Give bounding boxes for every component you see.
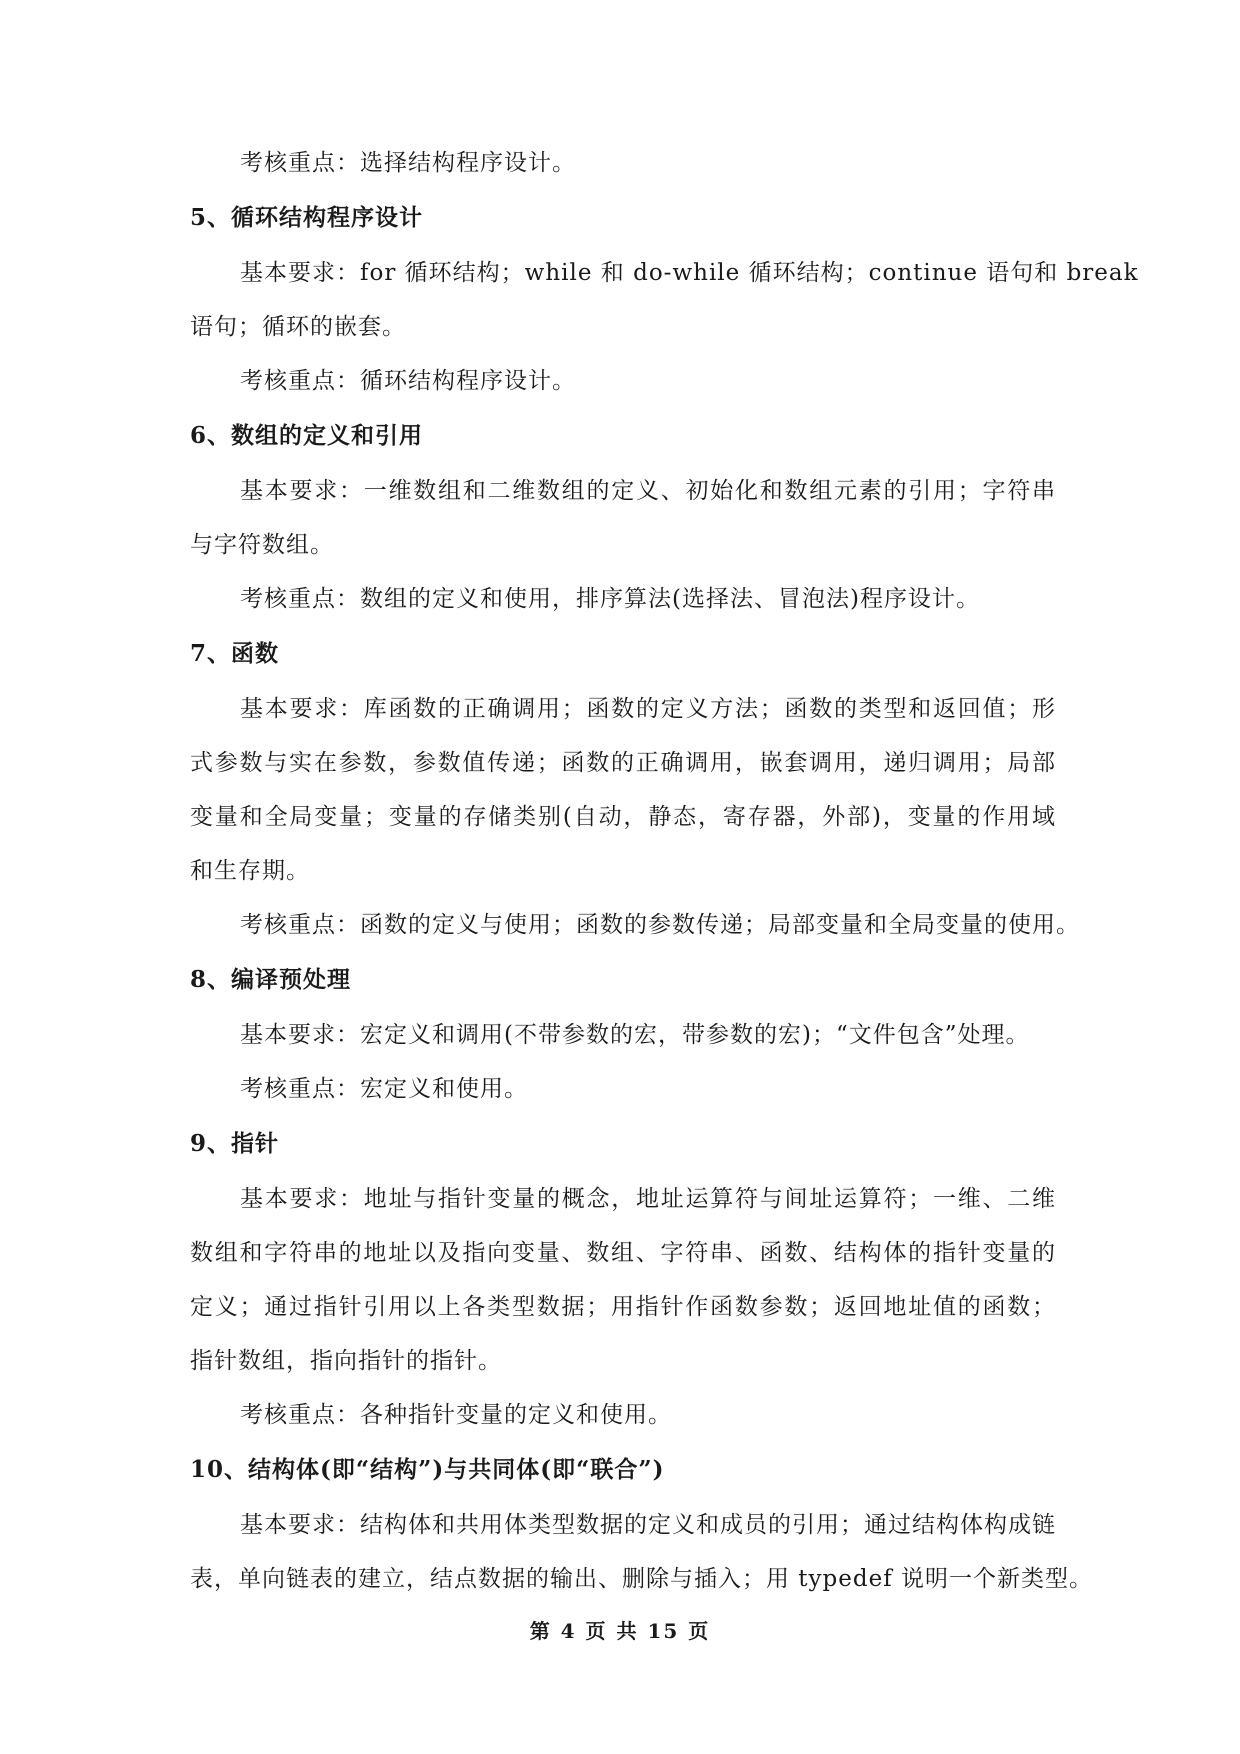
text-line: 考核重点：函数的定义与使用；函数的参数传递；局部变量和全局变量的使用。: [240, 912, 1080, 938]
text-line: 考核重点：循环结构程序设计。: [240, 368, 576, 394]
text-line: 考核重点：各种指针变量的定义和使用。: [240, 1402, 672, 1428]
text-line: 式参数与实在参数，参数值传递；函数的正确调用，嵌套调用，递归调用；局部: [190, 750, 1056, 776]
text-line: 变量和全局变量；变量的存储类别(自动，静态，寄存器，外部)，变量的作用域: [190, 804, 1056, 830]
paragraph: [190, 464, 1056, 572]
paragraph: [190, 136, 1056, 190]
paragraph: [190, 1062, 1056, 1116]
paragraph: [190, 682, 1056, 898]
paragraph: [190, 572, 1056, 626]
paragraph: [190, 1498, 1094, 1606]
text-line: 指针数组，指向指针的指针。: [190, 1348, 502, 1374]
text-line: 基本要求：宏定义和调用(不带参数的宏，带参数的宏)；“文件包含”处理。: [240, 1022, 1030, 1048]
section-heading: 10、结构体(即“结构”)与共同体(即“联合”): [190, 1456, 665, 1483]
page-footer: 第 4 页 共 15 页: [529, 1619, 711, 1643]
paragraph: [190, 1388, 1056, 1442]
paragraph: [190, 1172, 1056, 1388]
section-heading: 6、数组的定义和引用: [190, 422, 424, 449]
text-line: 考核重点：数组的定义和使用，排序算法(选择法、冒泡法)程序设计。: [240, 586, 980, 612]
paragraph: [190, 898, 1080, 952]
text-line: 定义；通过指针引用以上各类型数据；用指针作函数参数；返回地址值的函数；: [190, 1294, 1056, 1320]
text-line: 基本要求：for 循环结构；while 和 do-while 循环结构；continue 语句和 break: [240, 260, 1139, 286]
text-line: 基本要求：一维数组和二维数组的定义、初始化和数组元素的引用；字符串: [240, 478, 1056, 504]
text-line: 数组和字符串的地址以及指向变量、数组、字符串、函数、结构体的指针变量的: [190, 1240, 1056, 1266]
text-line: 基本要求：库函数的正确调用；函数的定义方法；函数的类型和返回值；形: [240, 696, 1056, 722]
paragraph: [190, 246, 1139, 354]
section-heading: 7、函数: [190, 640, 280, 667]
paragraph: [190, 354, 1056, 408]
section-heading: 5、循环结构程序设计: [190, 204, 424, 231]
text-line: 基本要求：结构体和共用体类型数据的定义和成员的引用；通过结构体构成链: [240, 1512, 1056, 1538]
section-heading: 8、编译预处理: [190, 966, 352, 993]
text-line: 与字符数组。: [190, 532, 334, 558]
paragraph: [190, 1008, 1056, 1062]
text-line: 考核重点：宏定义和使用。: [240, 1076, 528, 1102]
text-line: 和生存期。: [190, 858, 310, 884]
page-content: [190, 136, 1139, 1606]
text-line: 基本要求：地址与指针变量的概念，地址运算符与间址运算符；一维、二维: [240, 1186, 1056, 1212]
section-heading: 9、指针: [190, 1130, 280, 1157]
text-line: 语句；循环的嵌套。: [190, 314, 406, 340]
text-line: 表，单向链表的建立，结点数据的输出、删除与插入；用 typedef 说明一个新类型。: [190, 1566, 1094, 1592]
text-line: 考核重点：选择结构程序设计。: [240, 150, 576, 176]
